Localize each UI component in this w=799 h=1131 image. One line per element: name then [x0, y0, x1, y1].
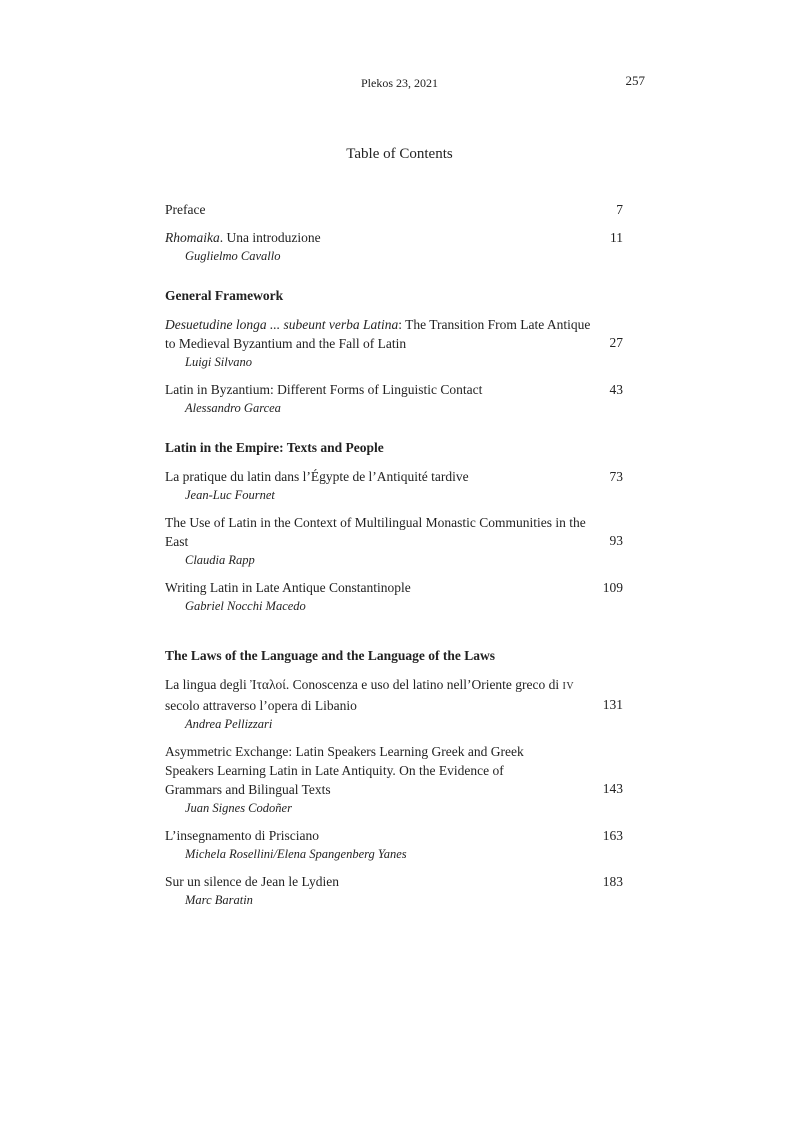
- entry-page-number: 93: [609, 533, 623, 548]
- entry-title-italic: Desuetudine longa ... subeunt verba Latina: [165, 317, 399, 332]
- running-head: Plekos 23, 2021: [360, 76, 438, 90]
- entry-title: Latin in Byzantium: Different Forms of Linguistic Contact: [165, 382, 483, 397]
- entry-author: Marc Baratin: [185, 893, 253, 907]
- toc-entry-rhomaika[interactable]: [165, 228, 623, 265]
- page-number: 257: [625, 73, 645, 88]
- entry-author: Andrea Pellizzari: [185, 717, 273, 731]
- toc-entry-preface[interactable]: [165, 200, 623, 219]
- entry-title: L’insegnamento di Prisciano: [165, 828, 319, 843]
- entry-author: Michela Rosellini/Elena Spangenberg Yanes: [185, 847, 407, 861]
- entry-title: [165, 230, 321, 245]
- entry-author: Claudia Rapp: [185, 553, 255, 567]
- entry-page-number: 143: [602, 781, 623, 796]
- entry-page-number: 183: [602, 874, 623, 889]
- toc-entry[interactable]: [165, 513, 623, 569]
- entry-author: Jean-Luc Fournet: [185, 488, 275, 502]
- toc-entry[interactable]: [165, 826, 623, 863]
- toc-entry[interactable]: [165, 315, 623, 371]
- entry-page-number: 109: [602, 580, 623, 595]
- entry-title: Preface: [165, 202, 206, 217]
- entry-page-number: 131: [602, 697, 623, 712]
- toc-entry[interactable]: [165, 742, 623, 817]
- toc-entry[interactable]: [165, 380, 623, 417]
- entry-page-number: 43: [609, 382, 623, 397]
- toc-entry[interactable]: [165, 467, 623, 504]
- toc-entry[interactable]: [165, 578, 623, 615]
- entry-author: Juan Signes Codoñer: [185, 801, 292, 815]
- page-title: Table of Contents: [346, 146, 453, 162]
- section-heading: General Framework: [165, 288, 284, 303]
- entry-page-number: 163: [602, 828, 623, 843]
- entry-title-rest: : The Transition From Late Antique to Medieval Byzantium and the Fall of Latin: [165, 317, 591, 351]
- entry-title: The Use of Latin in the Context of Multilingual Monastic Communities in the East: [165, 515, 586, 549]
- entry-title-part: La lingua degli Ἰταλοί. Conoscenza e uso del latino nell’Oriente greco di: [165, 677, 563, 692]
- entry-title-italic: Rhomaika: [165, 230, 220, 245]
- entry-title: Sur un silence de Jean le Lydien: [165, 874, 339, 889]
- entry-title: Asymmetric Exchange: Latin Speakers Learning Greek and Greek Speakers Learning Latin in Late Antiquity. On the Evidence of Grammars and Bilingual Texts: [165, 744, 524, 797]
- entry-author: Gabriel Nocchi Macedo: [185, 599, 306, 613]
- entry-title-small-caps: IV: [562, 681, 575, 692]
- entry-author: Luigi Silvano: [185, 355, 253, 369]
- toc-entry[interactable]: [165, 675, 623, 733]
- entry-title: La pratique du latin dans l’Égypte de l’Antiquité tardive: [165, 469, 469, 484]
- entry-page-number: 73: [609, 469, 623, 484]
- entry-author: Alessandro Garcea: [185, 401, 281, 415]
- entry-title-part: secolo attraverso l’opera di Libanio: [165, 698, 357, 713]
- entry-title: [165, 317, 590, 351]
- entry-title-rest: . Una introduzione: [219, 230, 321, 245]
- entry-title: [165, 677, 574, 713]
- entry-page-number: 11: [610, 230, 623, 245]
- entry-author: Guglielmo Cavallo: [185, 249, 281, 263]
- entry-title: Writing Latin in Late Antique Constantinople: [165, 580, 411, 595]
- table-of-contents: [165, 200, 623, 918]
- toc-entry[interactable]: [165, 872, 623, 909]
- entry-page-number: 27: [609, 335, 623, 350]
- entry-page-number: 7: [616, 202, 623, 217]
- section-heading: The Laws of the Language and the Language of the Laws: [165, 648, 496, 663]
- section-heading: Latin in the Empire: Texts and People: [165, 440, 384, 455]
